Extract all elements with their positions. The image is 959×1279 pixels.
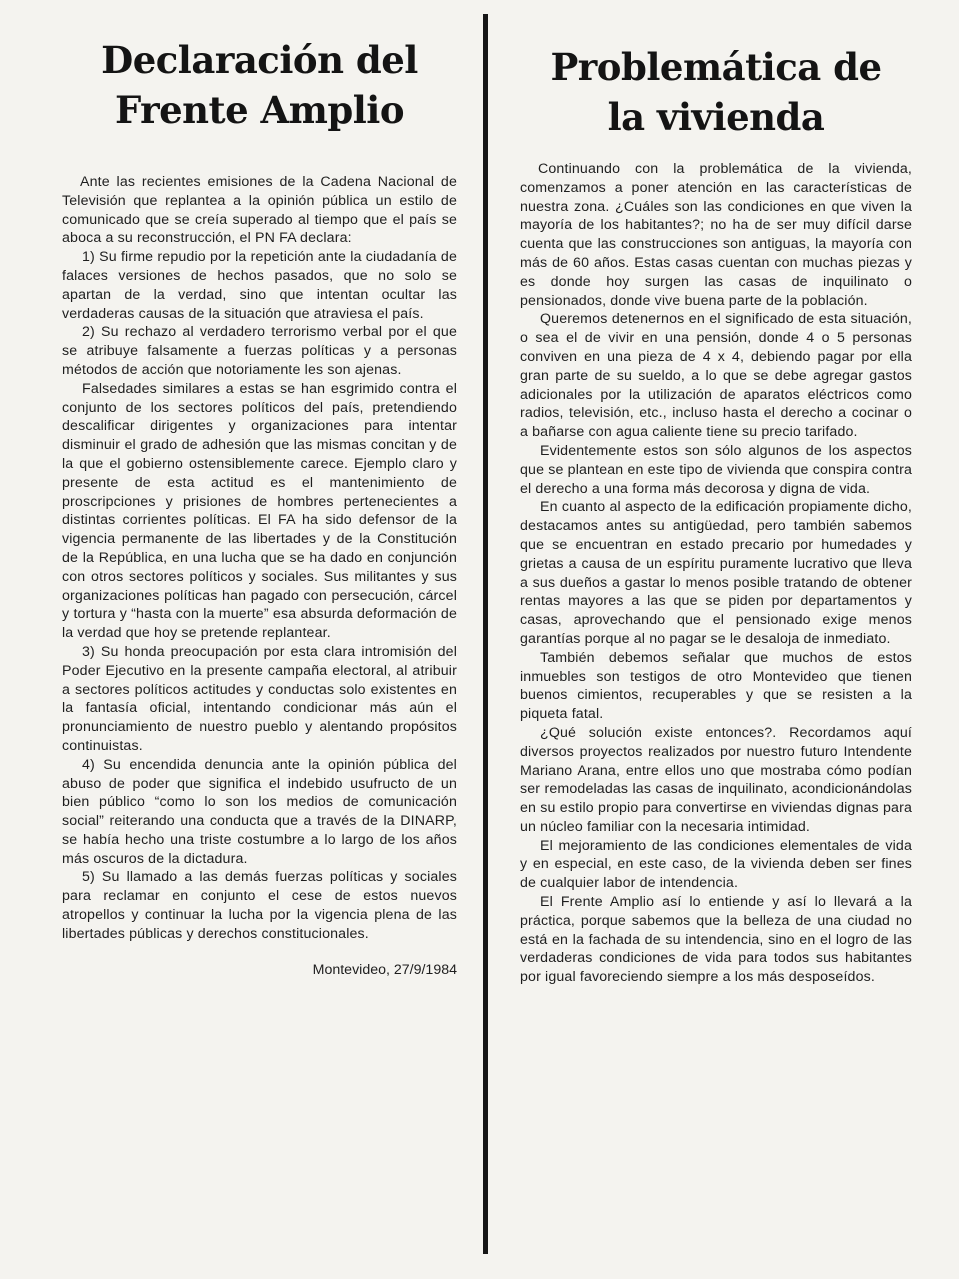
- paragraph: En cuanto al aspecto de la edificación propiamente dicho, destacamos antes su antigüedad, pero también sabemos que se encuentran en estado precario por humedades y grietas a causa de un espíritu puramente lucrativo que lleva a sus dueños a gastar lo menos posible tratando de obtener rentas mayores a las que se piden por departamentos y casas, aprovechando que el pensionado exige menos garantías porque al no pagar se le desaloja de inmediato.: [520, 499, 912, 647]
- paragraph: El Frente Amplio así lo entiende y así lo llevará a la práctica, porque sabemos que la belleza de una ciudad no está en la fachada de su intendencia, sino en el logro de las verdaderas condiciones de vida para todos sus habitantes por igual favoreciendo siempre a los más desposeídos.: [520, 894, 912, 986]
- paragraph: 1) Su firme repudio por la repetición ante la ciudadanía de falaces versiones de hechos pasados, que no solo se apartan de la verdad, sino que intentan ocultar las verdaderas causas de la situación que atraviesa el país.: [62, 249, 457, 322]
- paragraph: Queremos detenernos en el significado de esta situación, o sea el de vivir en una pensión, donde 4 o 5 personas conviven en una pieza de 4 x 4, debiendo pagar por ella gran parte de su sueldo, a lo que se debe agregar gastos adicionales por la utilización de aparatos eléctricos como radios, televisión, etc., incluso hasta el derecho a cocinar o a bañarse con agua caliente tiene su precio tarifado.: [520, 311, 912, 441]
- title-line-2: la vivienda: [607, 95, 825, 139]
- paragraph: 3) Su honda preocupación por esta clara intromisión del Poder Ejecutivo en la presente campaña electoral, al atribuir a sectores políticos actitudes y conductas solo existentes en la fantasía oficial, intentando condicionar más aún el pronunciamiento de nuestro pueblo y alentando propósitos continuistas.: [62, 643, 457, 754]
- column-divider: [483, 14, 488, 1254]
- dateline: Montevideo, 27/9/1984: [312, 961, 457, 978]
- paragraph: El mejoramiento de las condiciones elementales de vida y en especial, en este caso, de la vivienda deben ser fines de cualquier labor de intendencia.: [520, 837, 912, 892]
- paragraph: 2) Su rechazo al verdadero terrorismo verbal por el que se atribuye falsamente a fuerzas políticas y a personas métodos de acción que notoriamente les son ajenas.: [62, 324, 457, 378]
- article-body: [62, 173, 457, 944]
- paragraph: Evidentemente estos son sólo algunos de los aspectos que se plantean en este tipo de vivienda que conspira contra el derecho a una forma más decorosa y digna de vida.: [520, 442, 912, 497]
- title-line-1: Declaración del: [101, 38, 418, 82]
- article-frente-amplio-declaration: [62, 0, 457, 978]
- paragraph: 4) Su encendida denuncia ante la opinión pública del abuso de poder que significa el indebido usufructo de un bien público “como lo son los medios de comunicación social” reiterando una conducta que a través de la DINARP, se había hecho una triste costumbre a lo largo de los años más oscuros de la dictadura.: [62, 756, 457, 867]
- paragraph: Falsedades similares a estas se han esgrimido contra el conjunto de los sectores políticos del país, pretendiendo descalificar dirigentes y organizaciones para intentar disminuir el grado de adhesión que las mismas concitan y de la que el gobierno ostensiblemente carece. Ejemplo claro y presente de esta actitud es el mantenimiento de proscripciones y prisiones de hombres pertenecientes a distintas corrientes políticas. El FA ha sido defensor de la vigencia permanente de las libertades y de la Constitución de la República, en una lucha que se ha dado en conjunción con otros sectores políticos y sociales. Sus militantes y sus organizaciones políticas han pagado con persecución, cárcel y tortura y “hasta con la muerte” esa absurda deformación de la verdad que hoy se pretende replantear.: [62, 380, 457, 642]
- paragraph: Continuando con la problemática de la vivienda, comenzamos a poner atención en las características de nuestra zona. ¿Cuáles son las condiciones en que viven la mayoría de los habitantes?; no ha de ser muy difícil darse cuenta que las construcciones son antiguas, la mayoría con más de 60 años. Estas casas cuentan con muchas piezas y es donde hoy surgen las casas de inquilinato o pensionados, donde vive buena parte de la población.: [520, 161, 912, 309]
- article-body: [520, 160, 912, 987]
- paragraph: ¿Qué solución existe entonces?. Recordamos aquí diversos proyectos realizados por nuestro futuro Intendente Mariano Arana, entre ellos uno que mostraba cómo podían ser remodeladas las casas de inquilinato, acondicionándolas en su estilo propio para convertirse en viviendas dignas para un núcleo familiar con la necesaria intimidad.: [520, 724, 912, 835]
- title-line-1: Problemática de: [550, 45, 882, 89]
- title-line-2: Frente Amplio: [114, 88, 405, 132]
- article-title: [62, 35, 457, 135]
- paragraph: Ante las recientes emisiones de la Cadena Nacional de Televisión que replantea a la opinión pública un estilo de comunicado que se creía superado al tiempo que el país se aboca a su reconstrucción, el PN FA declara:: [62, 174, 457, 247]
- article-title: [520, 42, 912, 142]
- paragraph: También debemos señalar que muchos de estos inmuebles son testigos de otro Montevideo que tienen buenos cimientos, recuperables y que se resisten a la piqueta fatal.: [520, 649, 912, 723]
- paragraph: 5) Su llamado a las demás fuerzas políticas y sociales para reclamar en conjunto el cese de estos nuevos atropellos y continuar la lucha por la vigencia plena de las libertades públicas y derechos constitucionales.: [62, 869, 457, 942]
- article-housing-problem: [520, 0, 912, 987]
